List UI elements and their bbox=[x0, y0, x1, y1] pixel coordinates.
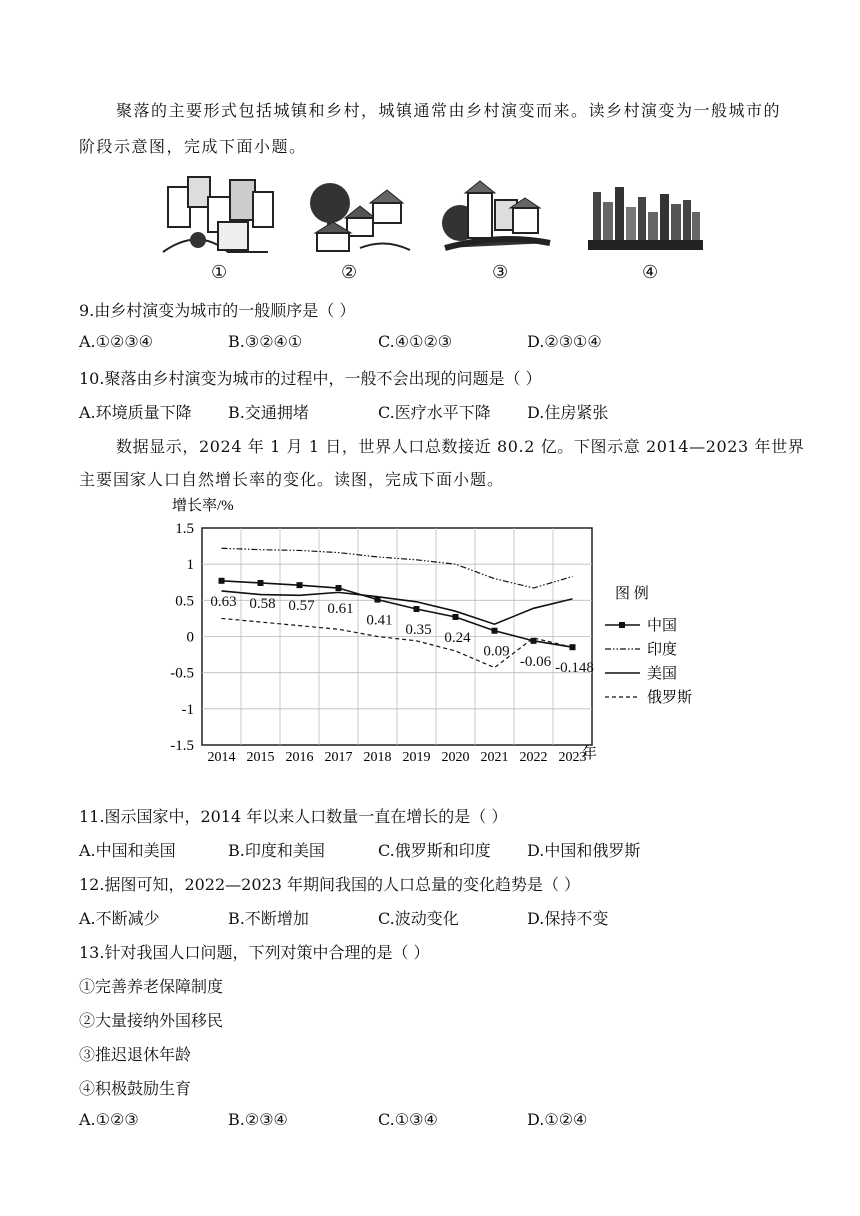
data-point-中国 bbox=[219, 578, 225, 584]
q13-item-2: ②大量接纳外国移民 bbox=[79, 1011, 224, 1030]
q11-option-c[interactable]: C.俄罗斯和印度 bbox=[378, 841, 491, 860]
intro2-line2: 主要国家人口自然增长率的变化。读图，完成下面小题。 bbox=[79, 470, 505, 489]
x-tick-label: 2015 bbox=[246, 750, 275, 765]
x-tick-labels bbox=[208, 750, 587, 765]
x-tick-label: 2022 bbox=[519, 750, 548, 765]
data-label: 0.57 bbox=[288, 598, 315, 615]
q11-option-d[interactable]: D.中国和俄罗斯 bbox=[527, 841, 641, 860]
q11-option-a[interactable]: A.中国和美国 bbox=[79, 841, 176, 860]
data-point-中国 bbox=[492, 628, 498, 634]
y-tick-label: -0.5 bbox=[170, 665, 194, 682]
intro1-line1: 聚落的主要形式包括城镇和乡村，城镇通常由乡村演变而来。读乡村演变为一般城市的 bbox=[116, 101, 782, 120]
intro2-line1: 数据显示，2024 年 1 月 1 日，世界人口总数接近 80.2 亿。下图示意 2014—2023 年世界 bbox=[116, 437, 805, 456]
x-tick-label: 2020 bbox=[441, 750, 470, 765]
picture-label-4: ④ bbox=[642, 262, 659, 283]
q13-item-3: ③推迟退休年龄 bbox=[79, 1045, 192, 1064]
y-tick-label: 1 bbox=[186, 557, 194, 574]
legend-title: 图 例 bbox=[615, 586, 649, 602]
y-tick-label: 0.5 bbox=[175, 593, 194, 610]
x-axis-unit: 年 bbox=[582, 746, 598, 762]
q12-option-a[interactable]: A.不断减少 bbox=[79, 909, 160, 928]
data-label: 0.41 bbox=[366, 612, 393, 629]
data-point-中国 bbox=[336, 585, 342, 591]
q9-option-a[interactable]: A.①②③④ bbox=[79, 332, 154, 351]
q10-option-c[interactable]: C.医疗水平下降 bbox=[378, 403, 491, 422]
data-label: 0.35 bbox=[405, 622, 432, 639]
picture-label-1: ① bbox=[211, 262, 228, 283]
x-tick-label: 2014 bbox=[207, 750, 236, 765]
q12-option-d[interactable]: D.保持不变 bbox=[527, 909, 609, 928]
chart-legend bbox=[605, 585, 692, 706]
legend-label-印度: 印度 bbox=[647, 642, 678, 658]
data-label: 0.58 bbox=[249, 595, 276, 612]
intro1-line2: 阶段示意图，完成下面小题。 bbox=[79, 137, 307, 156]
q13-option-b[interactable]: B.②③④ bbox=[228, 1110, 288, 1129]
q9-option-b[interactable]: B.③②④① bbox=[228, 332, 303, 351]
q11-stem: 11.图示国家中，2014 年以来人口数量一直在增长的是（ ） bbox=[79, 807, 508, 826]
data-point-中国 bbox=[453, 614, 459, 620]
data-point-中国 bbox=[297, 582, 303, 588]
growth-rate-line-chart bbox=[160, 492, 710, 767]
q13-item-1: ①完善养老保障制度 bbox=[79, 977, 224, 996]
data-label: 0.63 bbox=[210, 593, 237, 610]
city-picture-4 bbox=[588, 182, 703, 254]
q13-option-a[interactable]: A.①②③ bbox=[79, 1110, 139, 1129]
q13-item-4: ④积极鼓励生育 bbox=[79, 1079, 192, 1098]
q12-stem: 12.据图可知，2022—2023 年期间我国的人口总量的变化趋势是（ ） bbox=[79, 875, 581, 894]
legend-label-俄罗斯: 俄罗斯 bbox=[647, 690, 693, 706]
x-tick-label: 2016 bbox=[285, 750, 314, 765]
x-tick-label: 2023 bbox=[558, 750, 587, 765]
y-tick-label: -1 bbox=[181, 701, 194, 718]
legend-marker bbox=[619, 622, 625, 628]
q9-option-c[interactable]: C.④①②③ bbox=[378, 332, 453, 351]
picture-label-3: ③ bbox=[492, 262, 509, 283]
y-axis-label: 增长率/% bbox=[172, 498, 234, 514]
q9-option-d[interactable]: D.②③①④ bbox=[527, 332, 602, 351]
y-tick-labels bbox=[170, 521, 194, 754]
x-tick-label: 2021 bbox=[480, 750, 509, 765]
q13-option-d[interactable]: D.①②④ bbox=[527, 1110, 588, 1129]
q13-option-c[interactable]: C.①③④ bbox=[378, 1110, 438, 1129]
q10-option-d[interactable]: D.住房紧张 bbox=[527, 403, 609, 422]
x-tick-label: 2017 bbox=[324, 750, 353, 765]
q10-option-a[interactable]: A.环境质量下降 bbox=[79, 403, 192, 422]
data-label: -0.06 bbox=[519, 653, 552, 670]
x-tick-label: 2019 bbox=[402, 750, 431, 765]
village-picture-2 bbox=[305, 178, 415, 258]
picture-label-2: ② bbox=[341, 262, 358, 283]
y-tick-label: 0 bbox=[186, 629, 194, 646]
village-picture-3 bbox=[440, 178, 555, 258]
q13-stem: 13.针对我国人口问题，下列对策中合理的是（ ） bbox=[79, 943, 430, 962]
village-picture-1 bbox=[158, 172, 278, 257]
q10-option-b[interactable]: B.交通拥堵 bbox=[228, 403, 309, 422]
data-label: 0.09 bbox=[483, 643, 510, 660]
data-label: 0.24 bbox=[444, 629, 471, 646]
legend-label-中国: 中国 bbox=[647, 618, 678, 634]
q11-option-b[interactable]: B.印度和美国 bbox=[228, 841, 325, 860]
y-tick-label: -1.5 bbox=[170, 738, 194, 754]
chart-grid bbox=[202, 528, 592, 745]
q9-stem: 9.由乡村演变为城市的一般顺序是（ ） bbox=[79, 301, 356, 320]
y-tick-label: 1.5 bbox=[175, 521, 194, 537]
data-point-中国 bbox=[258, 580, 264, 586]
q12-option-c[interactable]: C.波动变化 bbox=[378, 909, 459, 928]
q12-option-b[interactable]: B.不断增加 bbox=[228, 909, 309, 928]
legend-label-美国: 美国 bbox=[647, 666, 678, 682]
data-point-中国 bbox=[414, 606, 420, 612]
x-tick-label: 2018 bbox=[363, 750, 392, 765]
data-label: 0.61 bbox=[327, 601, 354, 618]
q10-stem: 10.聚落由乡村演变为城市的过程中，一般不会出现的问题是（ ） bbox=[79, 369, 542, 388]
data-label: -0.148 bbox=[555, 660, 594, 677]
